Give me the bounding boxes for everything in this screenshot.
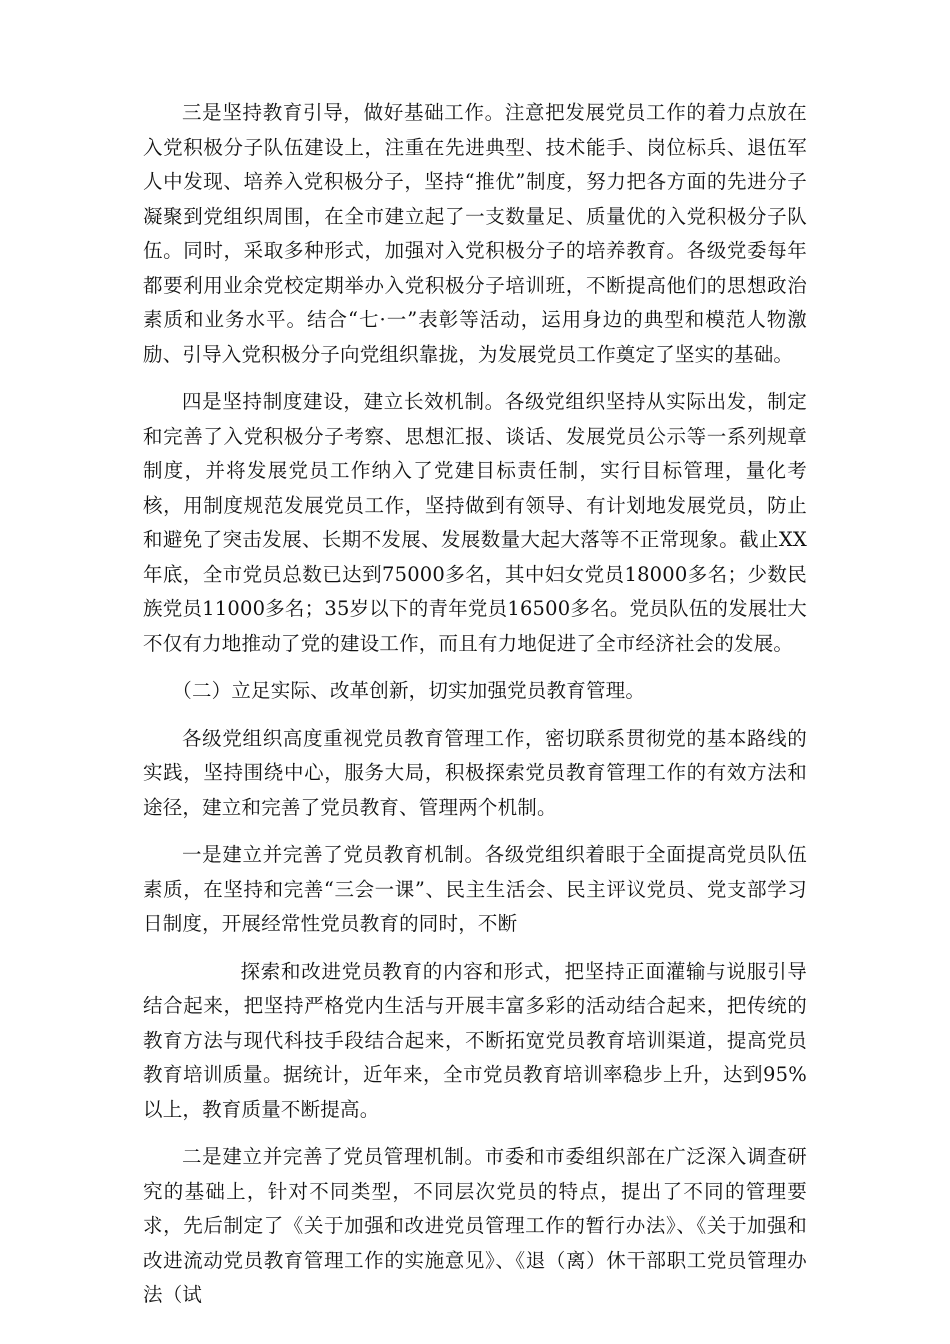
paragraph-spacer	[143, 942, 807, 955]
paragraph-spacer	[143, 825, 807, 838]
paragraph-spacer	[143, 661, 807, 674]
section-heading: （二）立足实际、改革创新，切实加强党员教育管理。	[172, 679, 646, 702]
paragraph-spacer	[143, 709, 807, 722]
paragraph-second-mechanism: 二是建立并完善了党员管理机制。市委和市委组织部在广泛深入调查研究的基础上，针对不同类型，不同层次党员的特点，提出了不同的管理要求，先后制定了《关于加强和改进党员管理工作的暂行办法》、《关于加强和改进流动党员教育管理工作的实施意见》、《退（离）休干部职工党员管理办法（试	[143, 1145, 807, 1306]
paragraph-spacer	[143, 1127, 807, 1140]
paragraph-continued: 探索和改进党员教育的内容和形式，把坚持正面灌输与说服引导结合起来，把坚持严格党内生活与开展丰富多彩的活动结合起来，把传统的教育方法与现代科技手段结合起来，不断拓宽党员教育培训渠道，提高党员教育培训质量。据统计，近年来，全市党员教育培训率稳步上升，达到95%以上，教育质量不断提高。	[143, 959, 807, 1121]
document-page	[143, 96, 807, 1313]
paragraph-spacer	[143, 372, 807, 385]
paragraph-fourth-point: 四是坚持制度建设，建立长效机制。各级党组织坚持从实际出发，制定和完善了入党积极分子考察、思想汇报、谈话、发展党员公示等一系列规章制度，并将发展党员工作纳入了党建目标责任制，实行目标管理，量化考核，用制度规范发展党员工作，坚持做到有领导、有计划地发展党员，防止和避免了突击发展、长期不发展、发展数量大起大落等不正常现象。截止XX年底，全市党员总数已达到75000多名，其中妇女党员18000多名；少数民族党员11000多名；35岁以下的青年党员16500多名。党员队伍的发展壮大不仅有力地推动了党的建设工作，而且有力地促进了全市经济社会的发展。	[143, 390, 807, 655]
paragraph-first-mechanism: 一是建立并完善了党员教育机制。各级党组织着眼于全面提高党员队伍素质，在坚持和完善“三会一课”、民主生活会、民主评议党员、党支部学习日制度，开展经常性党员教育的同时，不断	[143, 843, 807, 935]
paragraph-education-management: 各级党组织高度重视党员教育管理工作，密切联系贯彻党的基本路线的实践，坚持围绕中心，服务大局，积极探索党员教育管理工作的有效方法和途径，建立和完善了党员教育、管理两个机制。	[143, 726, 807, 819]
paragraph-third-point: 三是坚持教育引导，做好基础工作。注意把发展党员工作的着力点放在入党积极分子队伍建设上，注重在先进典型、技术能手、岗位标兵、退伍军人中发现、培养入党积极分子，坚持“推优”制度，努力把各方面的先进分子凝聚到党组织周围，在全市建立起了一支数量足、质量优的入党积极分子队伍。同时，采取多种形式，加强对入党积极分子的培养教育。各级党委每年都要利用业余党校定期举办入党积极分子培训班，不断提高他们的思想政治素质和业务水平。结合“七·一”表彰等活动，运用身边的典型和模范人物激励、引导入党积极分子向党组织靠拢，为发展党员工作奠定了坚实的基础。	[143, 101, 807, 366]
